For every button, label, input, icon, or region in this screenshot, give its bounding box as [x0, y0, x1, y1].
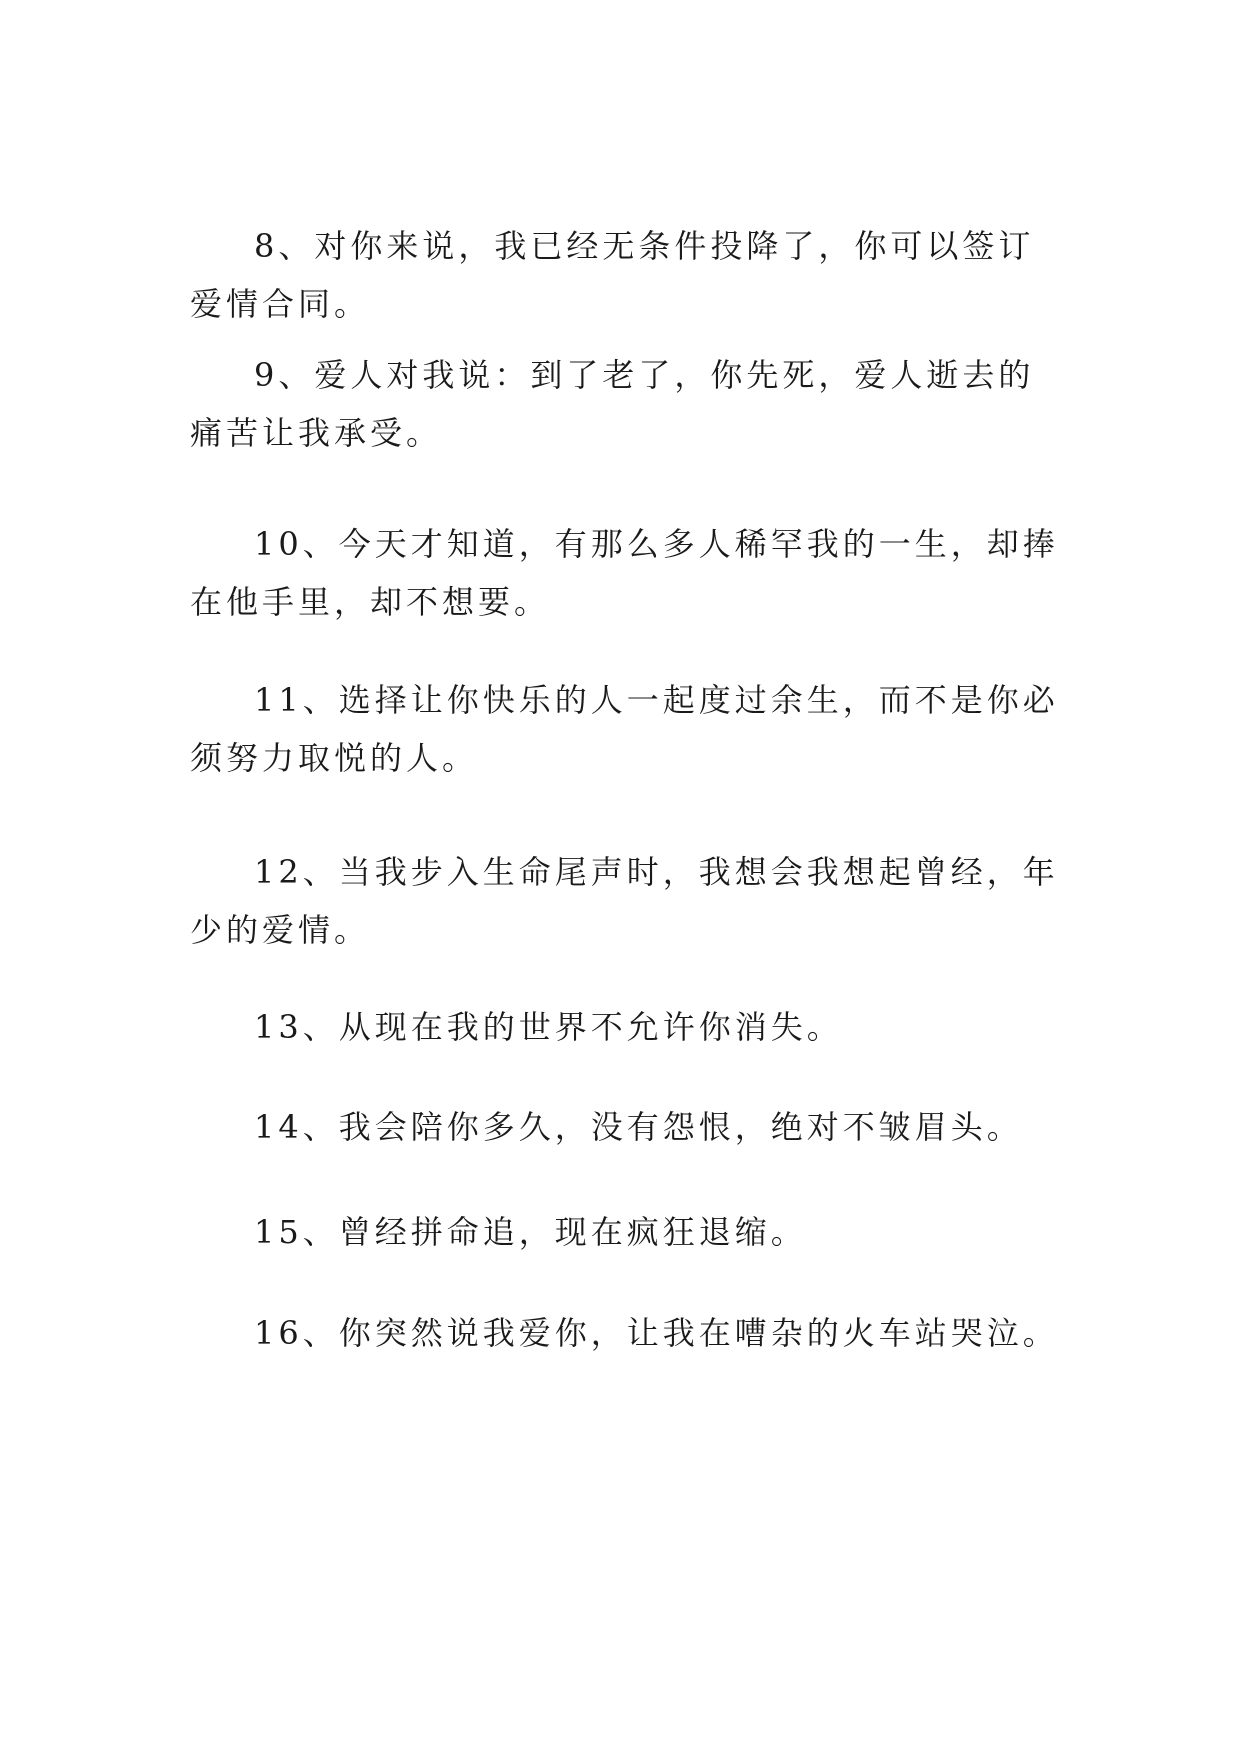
paragraph-12: 12、当我步入生命尾声时，我想会我想起曾经，年少的爱情。	[190, 853, 1059, 949]
paragraph-16: 16、你突然说我爱你，让我在嘈杂的火车站哭泣。	[254, 1314, 1059, 1352]
paragraph-14: 14、我会陪你多久，没有怨恨，绝对不皱眉头。	[254, 1108, 1023, 1146]
paragraph-10: 10、今天才知道，有那么多人稀罕我的一生，却捧在他手里，却不想要。	[190, 525, 1059, 621]
paragraph-11: 11、选择让你快乐的人一起度过余生，而不是你必须努力取悦的人。	[190, 681, 1059, 777]
paragraph-15: 15、曾经拼命追，现在疯狂退缩。	[254, 1213, 807, 1251]
paragraph-9: 9、爱人对我说：到了老了，你先死，爱人逝去的痛苦让我承受。	[190, 356, 1035, 452]
paragraph-13: 13、从现在我的世界不允许你消失。	[254, 1008, 843, 1046]
paragraph-8: 8、对你来说，我已经无条件投降了，你可以签订爱情合同。	[190, 227, 1035, 323]
